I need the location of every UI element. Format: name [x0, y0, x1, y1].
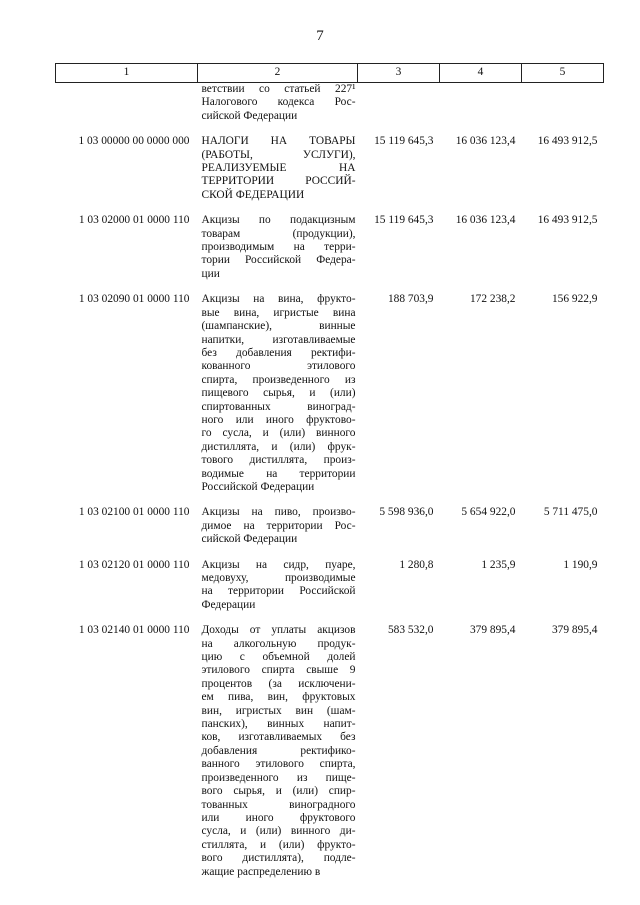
amount-value-2: 16 036 123,4	[455, 135, 516, 148]
column-header-value-3: 5	[522, 64, 604, 83]
revenue-item-name-line: Акцизы по подакцизным	[201, 214, 356, 227]
amount-value-1	[358, 83, 440, 124]
amount-value-1: 15 119 645,3	[374, 135, 434, 148]
amount-value-3: 5 711 475,0	[543, 506, 598, 519]
revenue-item-name	[198, 612, 358, 879]
revenue-item-name-line: тованных виноградного	[201, 798, 356, 811]
table-row	[56, 612, 604, 879]
revenue-item-name	[198, 123, 358, 202]
revenue-item-name-line: (РАБОТЫ, УСЛУГИ),	[201, 148, 356, 161]
amount-value-3: 1 190,9	[563, 558, 598, 571]
revenue-item-name-line: на алкогольную продук-	[201, 637, 356, 650]
revenue-item-name-line: водимые на территории	[201, 467, 356, 480]
table-row	[56, 83, 604, 124]
table-row	[56, 202, 604, 281]
revenue-item-name-line: ции	[201, 267, 220, 280]
revenue-item-name-line: сусла, и (или) винного ди-	[201, 825, 356, 838]
revenue-item-name-line: ного или иного фруктово-	[201, 413, 356, 426]
column-header-value-1: 3	[358, 64, 440, 83]
revenue-item-name-line: Российской Федерации	[201, 480, 315, 493]
revenue-item-name-line: Акцизы на вина, фрукто-	[201, 293, 356, 306]
revenue-item-name	[198, 547, 358, 613]
revenue-item-name-line: напитки, изготавливаемые	[201, 333, 356, 346]
amount-value-1: 15 119 645,3	[374, 214, 434, 227]
revenue-item-name-line: го сусла, и (или) винного	[201, 427, 356, 440]
revenue-item-name-line: вого дистиллята), подле-	[201, 852, 356, 865]
budget-classification-code: 1 03 02100 01 0000 110	[78, 506, 190, 519]
amount-value-3	[522, 83, 604, 124]
revenue-item-name-line: спирта, произведенного из	[201, 373, 356, 386]
revenue-item-name	[198, 83, 358, 124]
revenue-item-name-line: димое на территории Рос-	[201, 519, 356, 532]
revenue-item-name-line: Акцизы на сидр, пуаре,	[201, 558, 356, 571]
budget-classification-code: 1 03 00000 00 0000 000	[78, 135, 190, 148]
revenue-item-name-line: сийской Федерации	[201, 533, 298, 546]
amount-value-1: 583 532,0	[387, 624, 434, 637]
revenue-item-name-line: вин, игристых вин (шам-	[201, 704, 356, 717]
revenue-item-name-line: Акцизы на пиво, произво-	[201, 506, 356, 519]
table-row	[56, 494, 604, 546]
revenue-item-name-line: ветствии со статьей 227¹	[201, 83, 356, 95]
budget-classification-code: 1 03 02140 01 0000 110	[78, 624, 190, 637]
amount-value-2: 5 654 922,0	[461, 506, 516, 519]
revenue-item-name-line: тового дистиллята, произ-	[201, 454, 356, 467]
column-header-name: 2	[198, 64, 358, 83]
table-row	[56, 281, 604, 494]
table-body	[56, 83, 604, 879]
revenue-item-name-line: ков, изготавливаемых без	[201, 731, 356, 744]
revenue-item-name-line: СКОЙ ФЕДЕРАЦИИ	[201, 188, 305, 201]
column-header-value-2: 4	[440, 64, 522, 83]
revenue-item-name-line: вые вина, игристые вина	[201, 306, 356, 319]
revenue-item-name-line: процентов (за исключени-	[201, 677, 356, 690]
revenue-item-name-line: добавления ректифико-	[201, 744, 356, 757]
revenue-item-name-line: этилового спирта свыше 9	[201, 664, 356, 677]
revenue-item-name-line: сийской Федерации	[201, 109, 298, 122]
budget-classification-code: 1 03 02090 01 0000 110	[78, 293, 190, 306]
amount-value-2: 379 895,4	[469, 624, 516, 637]
amount-value-2: 1 235,9	[481, 558, 516, 571]
budget-revenue-table	[55, 63, 604, 879]
budget-classification-code: 1 03 02000 01 0000 110	[78, 214, 190, 227]
revenue-item-name-line: или иного фруктового	[201, 811, 356, 824]
revenue-item-name-line: Федерации	[201, 598, 256, 611]
revenue-item-name-line: (шампанские), винные	[201, 320, 356, 333]
revenue-item-name-line: НАЛОГИ НА ТОВАРЫ	[201, 135, 356, 148]
revenue-item-name-line: на территории Российской	[201, 585, 356, 598]
table-row	[56, 547, 604, 613]
revenue-item-name-line: кованного этилового	[201, 360, 356, 373]
revenue-item-name-line: РЕАЛИЗУЕМЫЕ НА	[201, 162, 356, 175]
table-row	[56, 123, 604, 202]
amount-value-2: 172 238,2	[469, 293, 516, 306]
revenue-item-name-line: тории Российской Федера-	[201, 254, 356, 267]
revenue-item-name-line: вого сырья, и (или) спир-	[201, 785, 356, 798]
budget-classification-code: 1 03 02120 01 0000 110	[78, 558, 190, 571]
amount-value-3: 16 493 912,5	[537, 135, 598, 148]
revenue-item-name	[198, 494, 358, 546]
revenue-item-name	[198, 281, 358, 494]
column-header-code: 1	[56, 64, 198, 83]
revenue-item-name-line: производимым на терри-	[201, 241, 356, 254]
revenue-item-name-line: жащие распределению в	[201, 865, 321, 878]
table-header-row	[56, 64, 604, 83]
revenue-item-name-line: Налогового кодекса Рос-	[201, 96, 356, 109]
amount-value-3: 16 493 912,5	[537, 214, 598, 227]
amount-value-1: 5 598 936,0	[379, 506, 434, 519]
revenue-item-name-line: стиллята, и (или) фрукто-	[201, 838, 356, 851]
budget-classification-code	[56, 83, 198, 124]
amount-value-2	[440, 83, 522, 124]
revenue-item-name	[198, 202, 358, 281]
revenue-item-name-line: пищевого сырья, и (или)	[201, 387, 356, 400]
revenue-item-name-line: без добавления ректифи-	[201, 346, 356, 359]
revenue-item-name-line: медовуху, производимые	[201, 572, 356, 584]
revenue-item-name-line: ем пива, вин, фруктовых	[201, 691, 356, 704]
amount-value-3: 156 922,9	[551, 293, 598, 306]
amount-value-2: 16 036 123,4	[455, 214, 516, 227]
revenue-item-name-line: Доходы от уплаты акцизов	[201, 624, 356, 637]
revenue-item-name-line: произведенного из пище-	[201, 771, 356, 784]
revenue-item-name-line: панских), винных напит-	[201, 718, 356, 731]
amount-value-3: 379 895,4	[551, 624, 598, 637]
revenue-item-name-line: цию с объемной долей	[201, 651, 356, 664]
amount-value-1: 188 703,9	[387, 293, 434, 306]
revenue-item-name-line: ванного этилового спирта,	[201, 758, 356, 771]
revenue-item-name-line: товарам (продукции),	[201, 227, 356, 240]
revenue-item-name-line: ТЕРРИТОРИИ РОССИЙ-	[201, 175, 356, 188]
page-number: 7	[316, 28, 324, 44]
revenue-item-name-line: спиртованных виноград-	[201, 400, 356, 413]
revenue-item-name-line: дистиллята, и (или) фрук-	[201, 440, 356, 453]
amount-value-1: 1 280,8	[399, 558, 434, 571]
